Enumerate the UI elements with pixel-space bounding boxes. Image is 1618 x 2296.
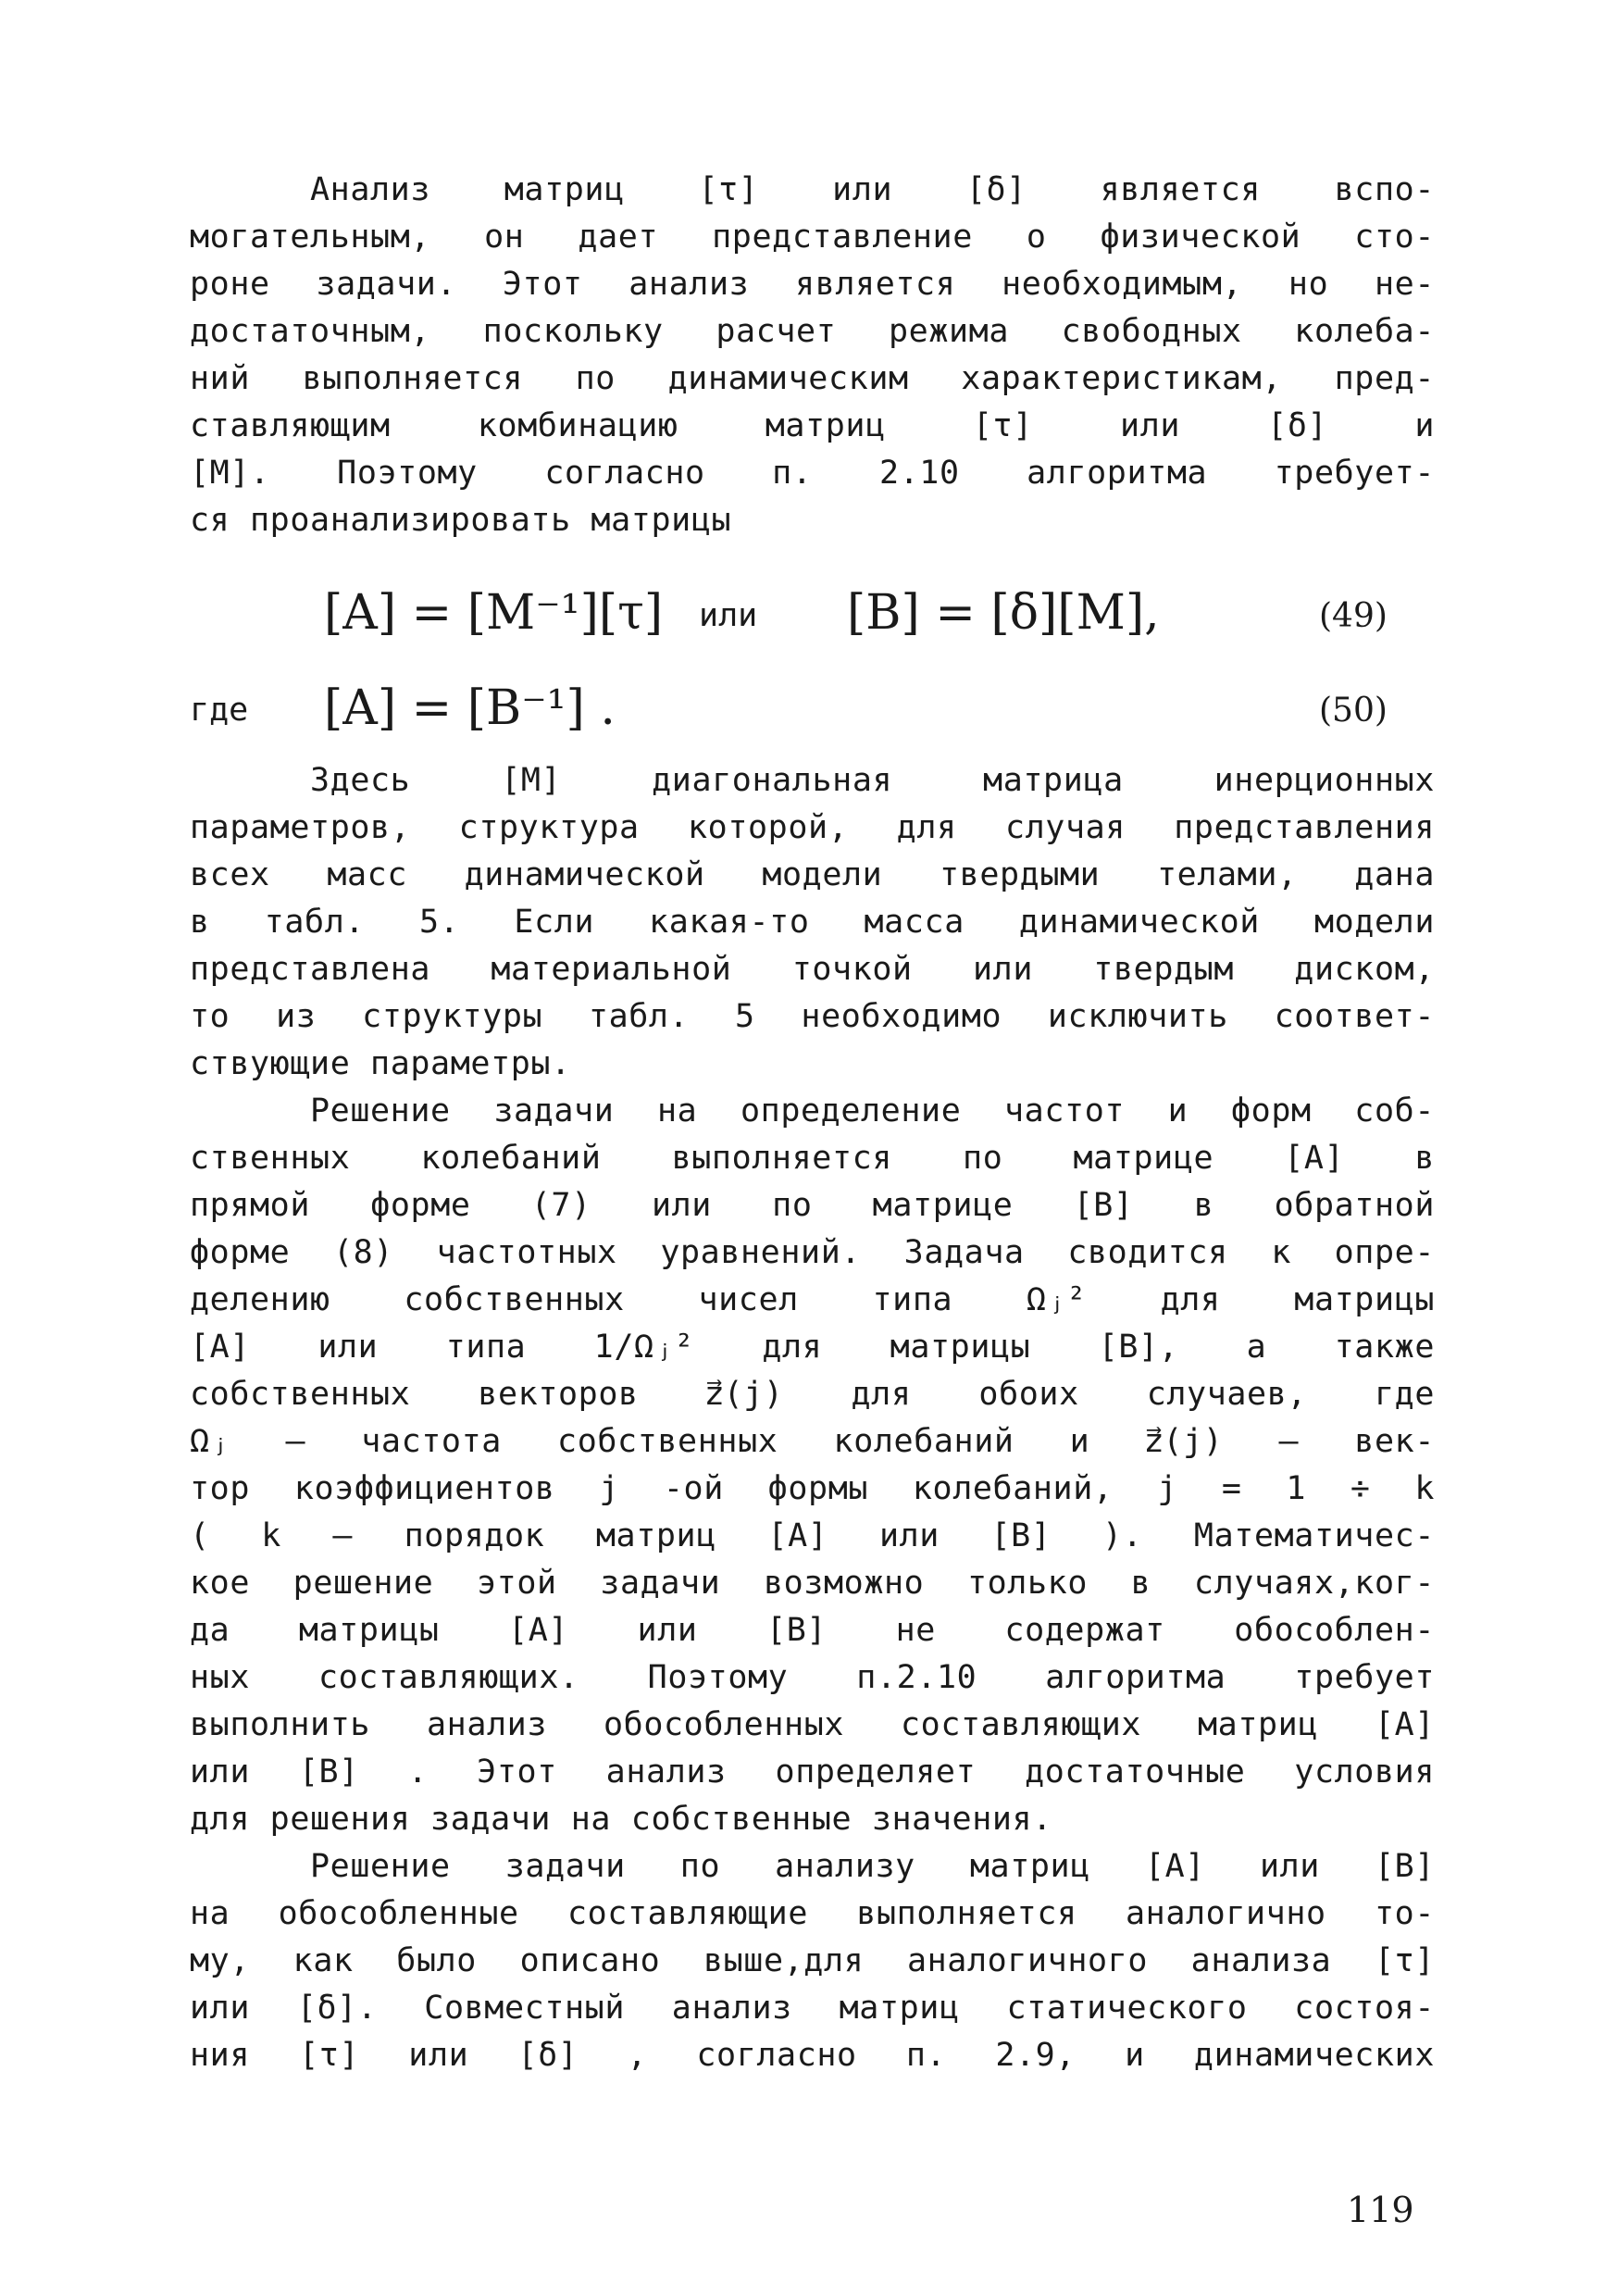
equation-49-number: (49) bbox=[1319, 597, 1388, 635]
text-line: то из структуры табл. 5 необходимо исключить соответ- bbox=[190, 998, 1435, 1035]
text-line: для решения задачи на собственные значения. bbox=[190, 1801, 1052, 1838]
page-number: 119 bbox=[1347, 2190, 1414, 2230]
text-line: ставляющим комбинацию матриц [τ] или [δ] и bbox=[190, 407, 1435, 444]
paragraph-eigenvalues bbox=[190, 1088, 1435, 1843]
text-line: делению собственных чисел типа Ωⱼ² для матрицы bbox=[190, 1281, 1435, 1318]
paragraph-inertia-matrix bbox=[190, 757, 1435, 1088]
text-line: Решение задачи на определение частот и форм соб- bbox=[310, 1092, 1435, 1129]
text-line: собственных векторов z⃗(j) для обоих случаев, где bbox=[190, 1376, 1435, 1413]
text-line: му, как было описано выше,для аналогичного анализа [τ] bbox=[190, 1942, 1435, 1979]
paragraph-separated-components bbox=[190, 1843, 1435, 2079]
text-line: ния [τ] или [δ] , согласно п. 2.9, и динамических bbox=[190, 2037, 1435, 2074]
text-line: роне задачи. Этот анализ является необходимым, но не- bbox=[190, 266, 1435, 303]
text-line: параметров, структура которой, для случая представления bbox=[190, 809, 1435, 846]
text-line: кое решение этой задачи возможно только в случаях,ког- bbox=[190, 1565, 1435, 1602]
text-line: достаточным, поскольку расчет режима свободных колеба- bbox=[190, 313, 1435, 350]
text-line: тор коэффициентов j -ой формы колебаний, j = 1 ÷ k bbox=[190, 1470, 1435, 1507]
text-line: или [B] . Этот анализ определяет достаточные условия bbox=[190, 1753, 1435, 1791]
text-line: [M]. Поэтому согласно п. 2.10 алгоритма требует- bbox=[190, 455, 1435, 492]
text-line: могательным, он дает представление о физической сто- bbox=[190, 218, 1435, 256]
text-line: выполнить анализ обособленных составляющих матриц [A] bbox=[190, 1706, 1435, 1743]
text-line: ствующие параметры. bbox=[190, 1045, 571, 1082]
text-line: Анализ матриц [τ] или [δ] является вспо- bbox=[310, 171, 1435, 208]
text-line: или [δ]. Совместный анализ матриц статического состоя- bbox=[190, 1990, 1435, 2027]
text-line: всех масс динамической модели твердыми телами, дана bbox=[190, 856, 1435, 893]
equation-49-word: или bbox=[699, 597, 758, 634]
text-line: Здесь [M] диагональная матрица инерционных bbox=[310, 762, 1435, 799]
text-line: прямой форме (7) или по матрице [B] в обратной bbox=[190, 1187, 1435, 1224]
text-line: на обособленные составляющие выполняется аналогично то- bbox=[190, 1895, 1435, 1932]
text-line: [A] или типа 1/Ωⱼ² для матрицы [B], а также bbox=[190, 1329, 1435, 1366]
text-line: ( k – порядок матриц [A] или [B] ). Математичес- bbox=[190, 1517, 1435, 1554]
text-line: Ωⱼ – частота собственных колебаний и z⃗(j) – век- bbox=[190, 1423, 1435, 1460]
text-line: ных составляющих. Поэтому п.2.10 алгоритма требует bbox=[190, 1659, 1435, 1696]
text-line: форме (8) частотных уравнений. Задача сводится к опре- bbox=[190, 1234, 1435, 1271]
equation-49-right: [B] = [δ][M], bbox=[847, 585, 1160, 641]
text-line: Решение задачи по анализу матриц [A] или [B] bbox=[310, 1848, 1435, 1885]
text-line: в табл. 5. Если какая-то масса динамической модели bbox=[190, 904, 1435, 941]
text-line: ний выполняется по динамическим характеристикам, пред- bbox=[190, 360, 1435, 397]
text-line: представлена материальной точкой или твердым диском, bbox=[190, 951, 1435, 988]
equation-50-expr: [A] = [B⁻¹] . bbox=[324, 680, 616, 736]
equation-50-number: (50) bbox=[1319, 692, 1388, 730]
text-line: ственных колебаний выполняется по матрице [A] в bbox=[190, 1140, 1435, 1177]
text-line: ся проанализировать матрицы bbox=[190, 502, 732, 539]
equation-50-word: где bbox=[190, 692, 249, 729]
equation-49-left: [A] = [M⁻¹][τ] bbox=[324, 585, 664, 641]
text-line: да матрицы [A] или [B] не содержат обособлен- bbox=[190, 1612, 1435, 1649]
paragraph-matrix-analysis bbox=[190, 167, 1435, 544]
